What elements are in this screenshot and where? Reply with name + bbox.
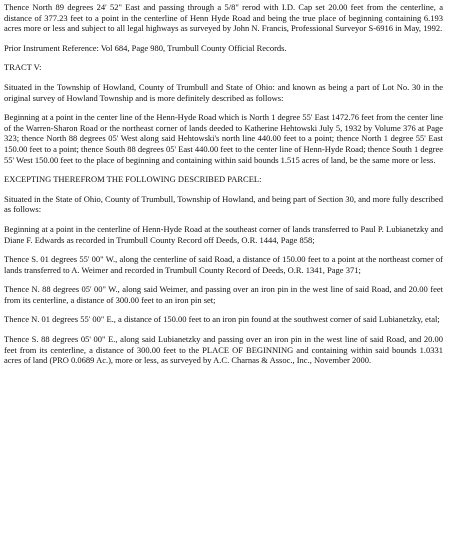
paragraph-situated-ohio: Situated in the State of Ohio, County of Trumbull, Township of Howland, and being part of Section 30, and more fully described as follows: bbox=[4, 193, 443, 215]
heading-excepting-therefrom: EXCEPTING THEREFROM THE FOLLOWING DESCRIBED PARCEL: bbox=[4, 174, 262, 185]
paragraph-prior-instrument-reference: Prior Instrument Reference: Vol 684, Page 980, Trumbull County Official Records. bbox=[4, 42, 287, 53]
paragraph-beginning-henn-hyde: Beginning at a point in the center line of the Henn-Hyde Road which is North 1 degree 55' East 1472.76 feet from the center line of the Warren-Sharon Road or the northeast corner of lands deeded to Katherine Hehtowski July 5, 1932 by Volume 376 at Page 323; thence North 88 degrees 05' West along said Hehtowski's north line 440.00 feet to a point; thence North 1 degree 55' East 150.00 feet to a point; thence South 88 degrees 05' East 440.00 feet to the center line of Henn-Hyde Road; thence South 1 degree 55' West 150.00 feet to the place of beginning and containing within said bounds 1.515 acres of land, be the same more or less. bbox=[4, 112, 443, 165]
paragraph-thence-s-01: Thence S. 01 degrees 55' 00" W., along the centerline of said Road, a distance of 150.00 feet to a point at the northeast corner of lands transferred to A. Weimer and recorded in Trumbull County Record of Deeds, O.R. 1341, Page 371; bbox=[4, 254, 443, 275]
paragraph-thence-s-88: Thence S. 88 degrees 05' 00" E., along said Lubianetzky and passing over an iron pin in the west line of said Road, and 20.00 feet from its centerline, a distance of 300.00 feet to the PLACE OF BEGINNING and containing within said bounds 1.0331 acres of land (PRO 0.0689 Ac.), more or less, as surveyed by A.C. Charnas & Assoc., Inc., November 2000. bbox=[4, 334, 443, 366]
paragraph-thence-north-89: Thence North 89 degrees 24' 52" East and passing through a 5/8" rerod with I.D. Cap set 20.00 feet from the centerline, a distance of 377.23 feet to a point in the centerline of Henn Hyde Road and being the true place of beginning containing 6.193 acres more or less and subject to all legal highways as surveyed by John N. Francis, Professional Surveyor S-6916 in May, 1992. bbox=[4, 2, 443, 34]
heading-tract-v: TRACT V: bbox=[4, 62, 42, 73]
paragraph-thence-n-01: Thence N. 01 degrees 55' 00" E., a distance of 150.00 feet to an iron pin found at the southwest corner of said Lubianetzky, etal; bbox=[4, 314, 440, 325]
paragraph-thence-n-88: Thence N. 88 degrees 05' 00" W., along said Weimer, and passing over an iron pin in the west line of said Road, and 20.00 feet from its centerline, a distance of 300.00 feet to an iron pin set; bbox=[4, 284, 443, 305]
paragraph-beginning-southeast-corner: Beginning at a point in the centerline of Henn-Hyde Road at the southeast corner of lands transferred to Paul P. Lubianetzky and Diane F. Edwards as recorded in Trumbull County Record off Deeds, O.R. 1444, Page 858; bbox=[4, 223, 443, 245]
paragraph-situated-howland: Situated in the Township of Howland, County of Trumbull and State of Ohio: and known as being a part of Lot No. 30 in the original survey of Howland Township and is more definitely described as follows: bbox=[4, 81, 443, 103]
